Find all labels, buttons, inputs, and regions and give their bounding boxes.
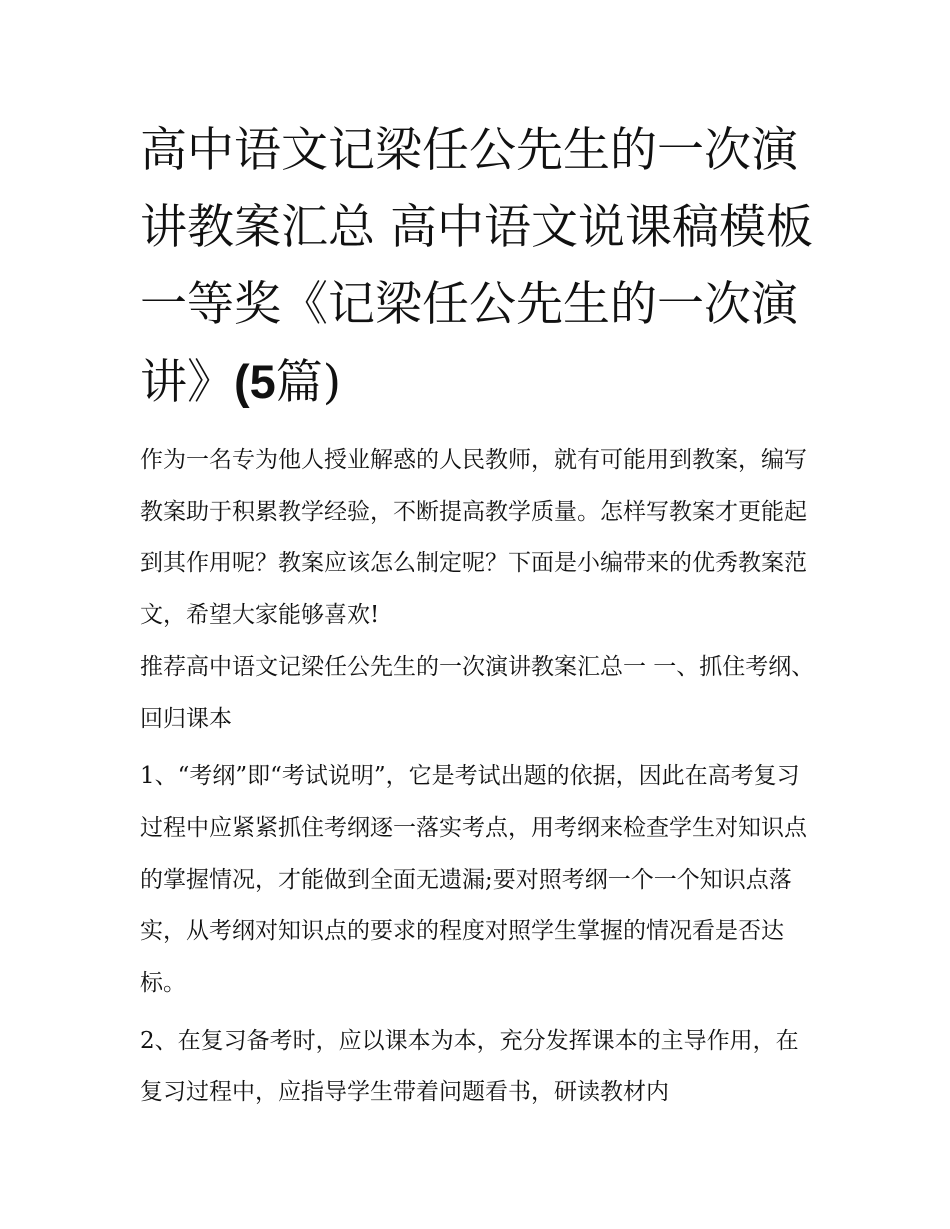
title-text: 高中语文记梁任公先生的一次演讲教案汇总 高中语文说课稿模板一等奖《记梁任公先生的一次演讲》 [140, 123, 813, 410]
title-count: (5 [234, 355, 276, 408]
title-suffix: 篇) [275, 355, 342, 410]
document-body [140, 112, 820, 1119]
paragraph-intro: 作为一名专为他人授业解惑的人民教师，就有可能用到教案，编写教案助于积累教学经验，不断提高教学质量。怎样写教案才更能起到其作用呢？教案应该怎么制定呢？下面是小编带来的优秀教案范文，希望大家能够喜欢! [140, 447, 807, 629]
document-title [140, 112, 820, 421]
paragraph-point-1: 1、“考纲”即“考试说明”，它是考试出题的依据，因此在高考复习过程中应紧紧抓住考纲逐一落实考点，用考纲来检查学生对知识点的掌握情况，才能做到全面无遗漏;要对照考纲一个一个知识点落实，从考纲对知识点的要求的程度对照学生掌握的情况看是否达标。 [140, 763, 807, 997]
paragraph-section-heading: 推荐高中语文记梁任公先生的一次演讲教案汇总一 一、抓住考纲、回归课本 [140, 653, 815, 732]
paragraph-point-2: 2、在复习备考时，应以课本为本，充分发挥课本的主导作用，在复习过程中，应指导学生带着问题看书，研读教材内 [140, 1027, 799, 1106]
